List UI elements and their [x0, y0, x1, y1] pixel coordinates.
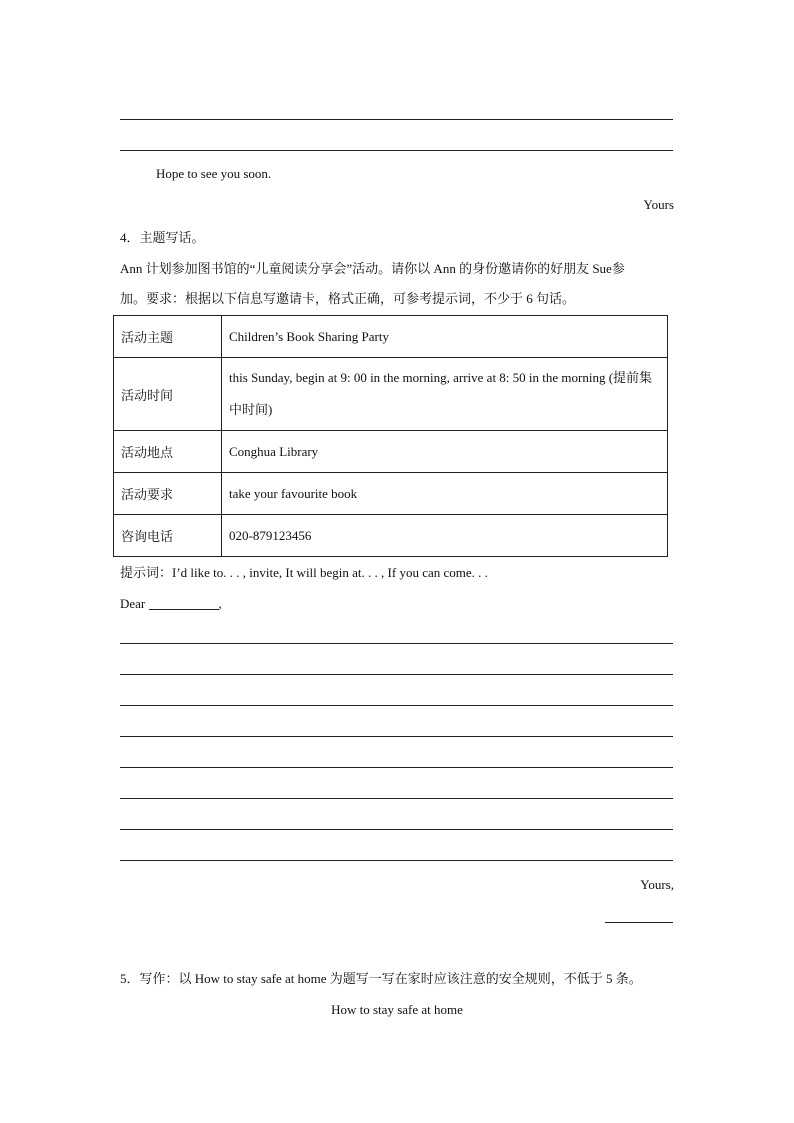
q4-prompt-line2: 加。要求：根据以下信息写邀请卡，格式正确，可参考提示词，不少于 6 句话。 — [120, 291, 576, 306]
table-key: 活动地点 — [114, 431, 222, 473]
q4-heading: 4．主题写话。 — [120, 230, 205, 245]
writing-line[interactable] — [120, 798, 673, 799]
q5-title: How to stay safe at home — [331, 1002, 463, 1017]
table-key: 活动要求 — [114, 473, 222, 515]
table-row — [114, 515, 668, 557]
writing-line[interactable] — [120, 767, 673, 768]
writing-line[interactable] — [120, 860, 673, 861]
q5-heading: 5．写作：以 How to stay safe at home 为题写一写在家时应该注意的安全规则，不低于 5 条。 — [120, 971, 642, 986]
table-row — [114, 431, 668, 473]
signature-line[interactable] — [605, 922, 673, 923]
table-value: Conghua Library — [222, 431, 668, 473]
writing-line[interactable] — [120, 705, 673, 706]
table-value: take your favourite book — [222, 473, 668, 515]
event-info-table — [113, 315, 668, 557]
salutation-suffix: , — [218, 596, 222, 611]
table-key: 活动时间 — [114, 358, 222, 431]
table-value: this Sunday, begin at 9: 00 in the morning, arrive at 8: 50 in the morning (提前集中时间) — [222, 358, 668, 431]
table-row — [114, 316, 668, 358]
name-blank[interactable] — [149, 596, 219, 610]
writing-line[interactable] — [120, 736, 673, 737]
table-row — [114, 358, 668, 431]
writing-line[interactable] — [120, 674, 673, 675]
table-key: 咨询电话 — [114, 515, 222, 557]
table-key: 活动主题 — [114, 316, 222, 358]
writing-line[interactable] — [120, 829, 673, 830]
closing-line: Hope to see you soon. — [156, 166, 272, 181]
signoff-yours: Yours — [643, 197, 674, 212]
table-row — [114, 473, 668, 515]
answer-line — [120, 119, 673, 120]
q4-prompt-line1: Ann 计划参加图书馆的“儿童阅读分享会”活动。请你以 Ann 的身份邀请你的好朋友 Sue参 — [120, 261, 625, 276]
hint-line: 提示词：I’d like to. . . , invite, It will begin at. . . , If you can come. . . — [120, 565, 488, 580]
answer-line — [120, 150, 673, 151]
table-value: Children’s Book Sharing Party — [222, 316, 668, 358]
q4-signoff: Yours, — [640, 877, 674, 892]
writing-line[interactable] — [120, 643, 673, 644]
salutation-prefix: Dear — [120, 596, 146, 611]
table-value: 020-879123456 — [222, 515, 668, 557]
salutation — [120, 596, 222, 612]
